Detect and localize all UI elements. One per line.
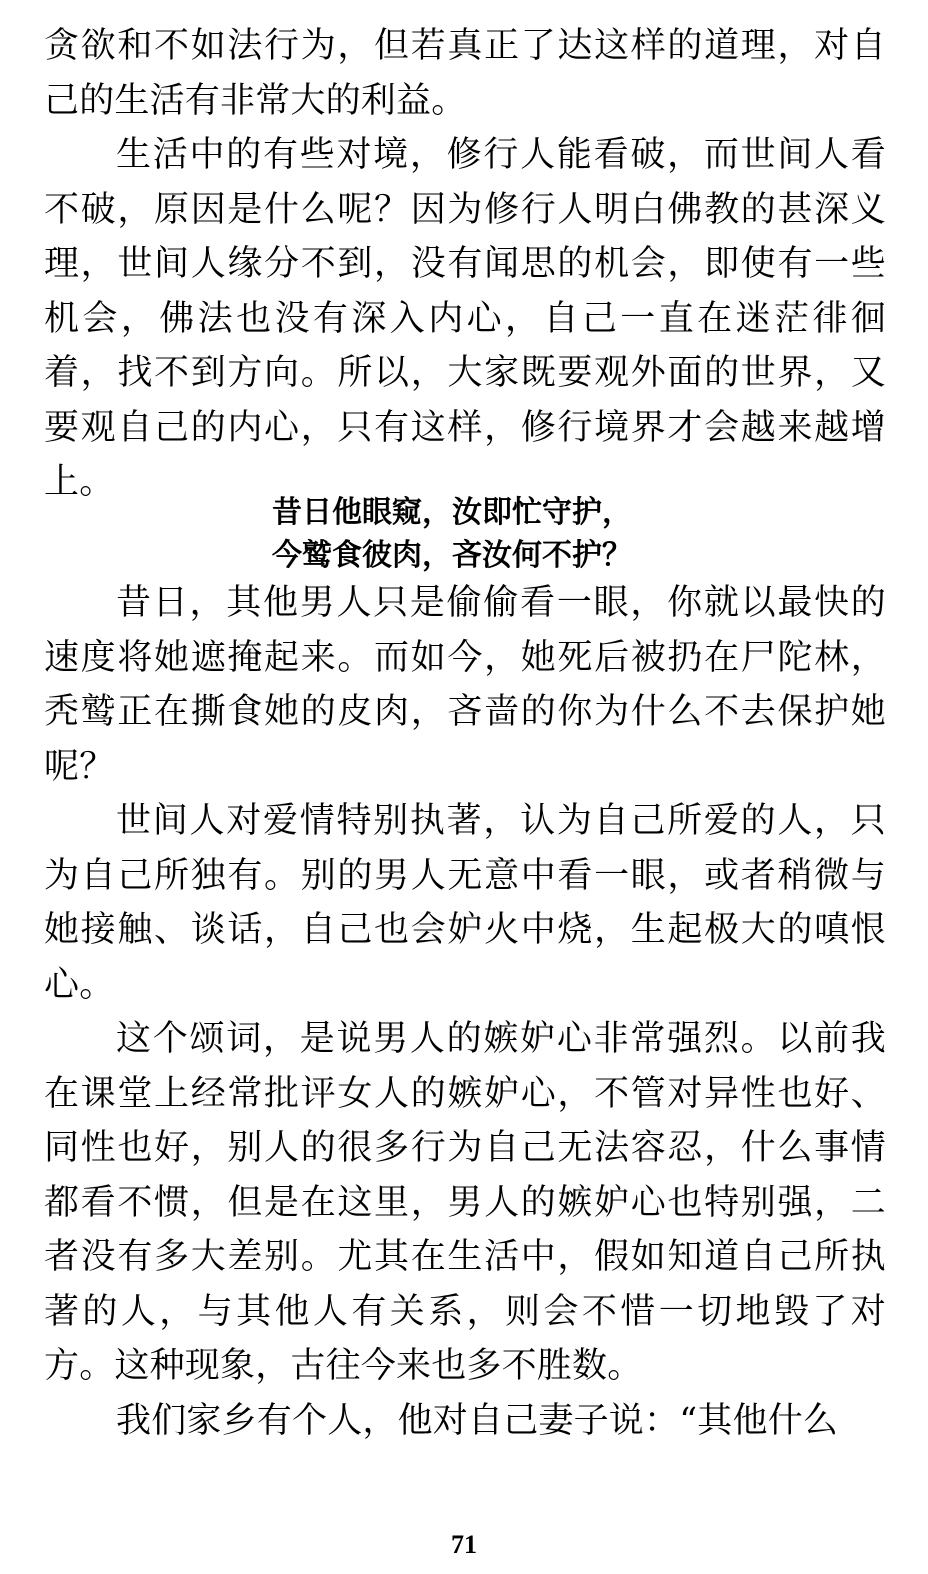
- text-block-bottom: [44, 576, 886, 1448]
- paragraph: 生活中的有些对境，修行人能看破，而世间人看不破，原因是什么呢？因为修行人明白佛教的甚深义理，世间人缘分不到，没有闻思的机会，即使有一些机会，佛法也没有深入内心，自己一直在迷茫徘徊着，找不到方向。所以，大家既要观外面的世界，又要观自己的内心，只有这样，修行境界才会越来越增上。: [44, 135, 886, 502]
- verse-line-2: 今鹫食彼肉，吝汝何不护？: [272, 538, 632, 573]
- verse-line-1: 昔日他眼窥，汝即忙守护，: [272, 495, 632, 530]
- paragraph: 贪欲和不如法行为，但若真正了达这样的道理，对自己的生活有非常大的利益。: [44, 26, 886, 121]
- paragraph: 我们家乡有个人，他对自己妻子说：“其他什么: [116, 1400, 839, 1441]
- text-block-top: [44, 19, 886, 510]
- paragraph: 这个颂词，是说男人的嫉妒心非常强烈。以前我在课堂上经常批评女人的嫉妒心，不管对异性也好、同性也好，别人的很多行为自己无法容忍，什么事情都看不惯，但是在这里，男人的嫉妒心也特别强，二者没有多大差别。尤其在生活中，假如知道自己所执著的人，与其他人有关系，则会不惜一切地毁了对方。这种现象，古往今来也多不胜数。: [44, 1019, 886, 1386]
- page-number: 71: [451, 1530, 477, 1559]
- paragraph: 昔日，其他男人只是偷偷看一眼，你就以最快的速度将她遮掩起来。而如今，她死后被扔在尸陀林，秃鹫正在撕食她的皮肉，吝啬的你为什么不去保护她呢？: [44, 583, 886, 787]
- paragraph: 世间人对爱情特别执著，认为自己所爱的人，只为自己所独有。别的男人无意中看一眼，或者稍微与她接触、谈话，自己也会妒火中烧，生起极大的嗔恨心。: [44, 801, 886, 1005]
